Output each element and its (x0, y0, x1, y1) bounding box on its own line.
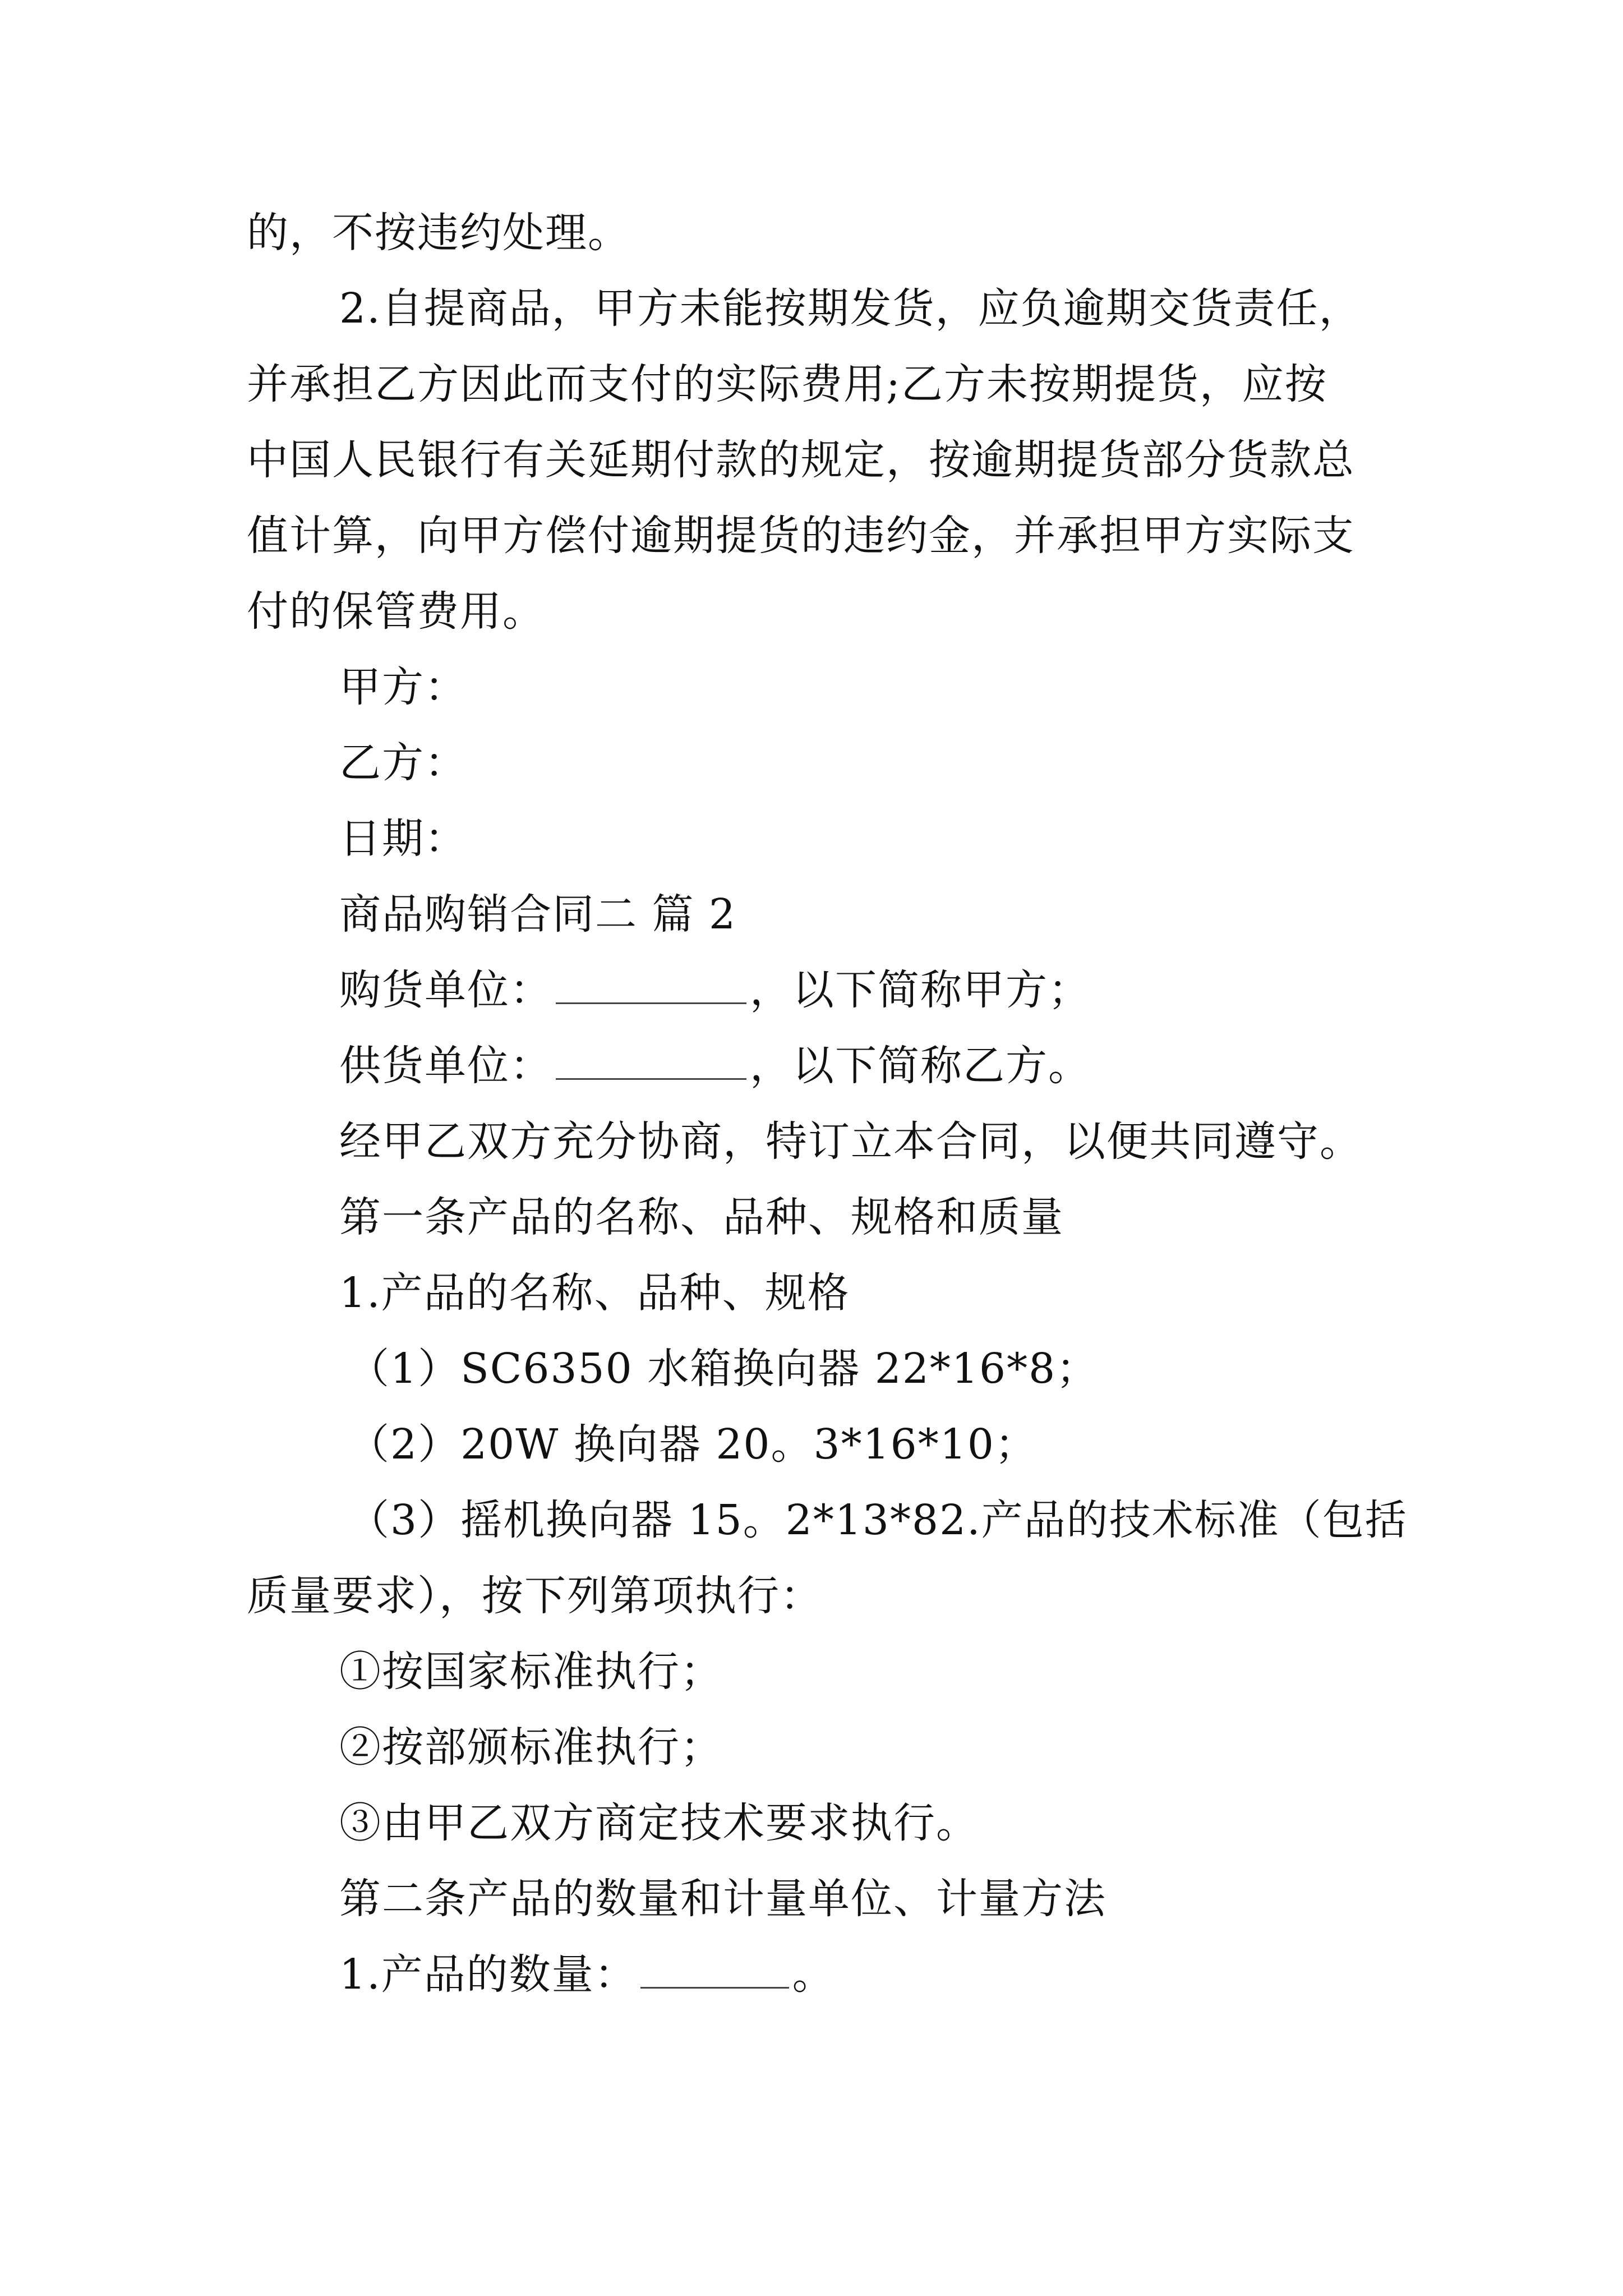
section-heading: 商品购销合同二 篇 2 (339, 890, 737, 938)
list-item: （3）摇机换向器 15。2*13*82.产品的技术标准（包括 (348, 1496, 1408, 1544)
list-item: ①按国家标准执行； (339, 1648, 723, 1696)
list-item: （2）20W 换向器 20。3*16*10； (348, 1420, 1038, 1469)
text-line: 质量要求），按下列第项执行： (247, 1572, 823, 1620)
text-line: 值计算，向甲方偿付逾期提货的违约金，并承担甲方实际支 (247, 512, 1355, 560)
quantity-line (339, 1947, 835, 2003)
text-line: 的，不按违约处理。 (247, 209, 630, 257)
text-line: 付的保管费用。 (247, 587, 545, 636)
quantity-blank (640, 1948, 789, 1989)
text-line: 2.自提商品，甲方未能按期发货，应负逾期交货责任， (339, 284, 1362, 333)
party-a-label: 甲方： (339, 663, 467, 711)
buyer-suffix: ，以下简称甲方； (750, 966, 1091, 1014)
text-line: 1.产品的名称、品种、规格 (339, 1269, 850, 1317)
text-line: 并承担乙方因此而支付的实际费用;乙方未按期提货，应按 (247, 360, 1327, 408)
supplier-blank (556, 1039, 746, 1080)
text-line: 经甲乙双方充分协商，特订立本合同，以便共同遵守。 (339, 1117, 1362, 1166)
quantity-label: 1.产品的数量： (339, 1950, 637, 1999)
text-line: 中国人民银行有关延期付款的规定，按逾期提货部分货款总 (247, 436, 1355, 484)
buyer-label: 购货单位： (339, 966, 552, 1014)
list-item: ③由甲乙双方商定技术要求执行。 (339, 1799, 979, 1847)
article-heading: 第一条产品的名称、品种、规格和质量 (339, 1193, 1064, 1241)
quantity-suffix: 。 (792, 1950, 835, 1999)
party-b-label: 乙方： (339, 739, 467, 787)
supplier-line (339, 1038, 1091, 1094)
article-heading: 第二条产品的数量和计量单位、计量方法 (339, 1875, 1106, 1923)
buyer-line (339, 962, 1091, 1018)
buyer-blank (556, 963, 746, 1004)
supplier-label: 供货单位： (339, 1042, 552, 1090)
list-item: （1）SC6350 水箱换向器 22*16*8； (348, 1345, 1099, 1393)
list-item: ②按部颁标准执行； (339, 1723, 723, 1772)
supplier-suffix: ，以下简称乙方。 (750, 1042, 1091, 1090)
date-label: 日期： (339, 815, 467, 863)
